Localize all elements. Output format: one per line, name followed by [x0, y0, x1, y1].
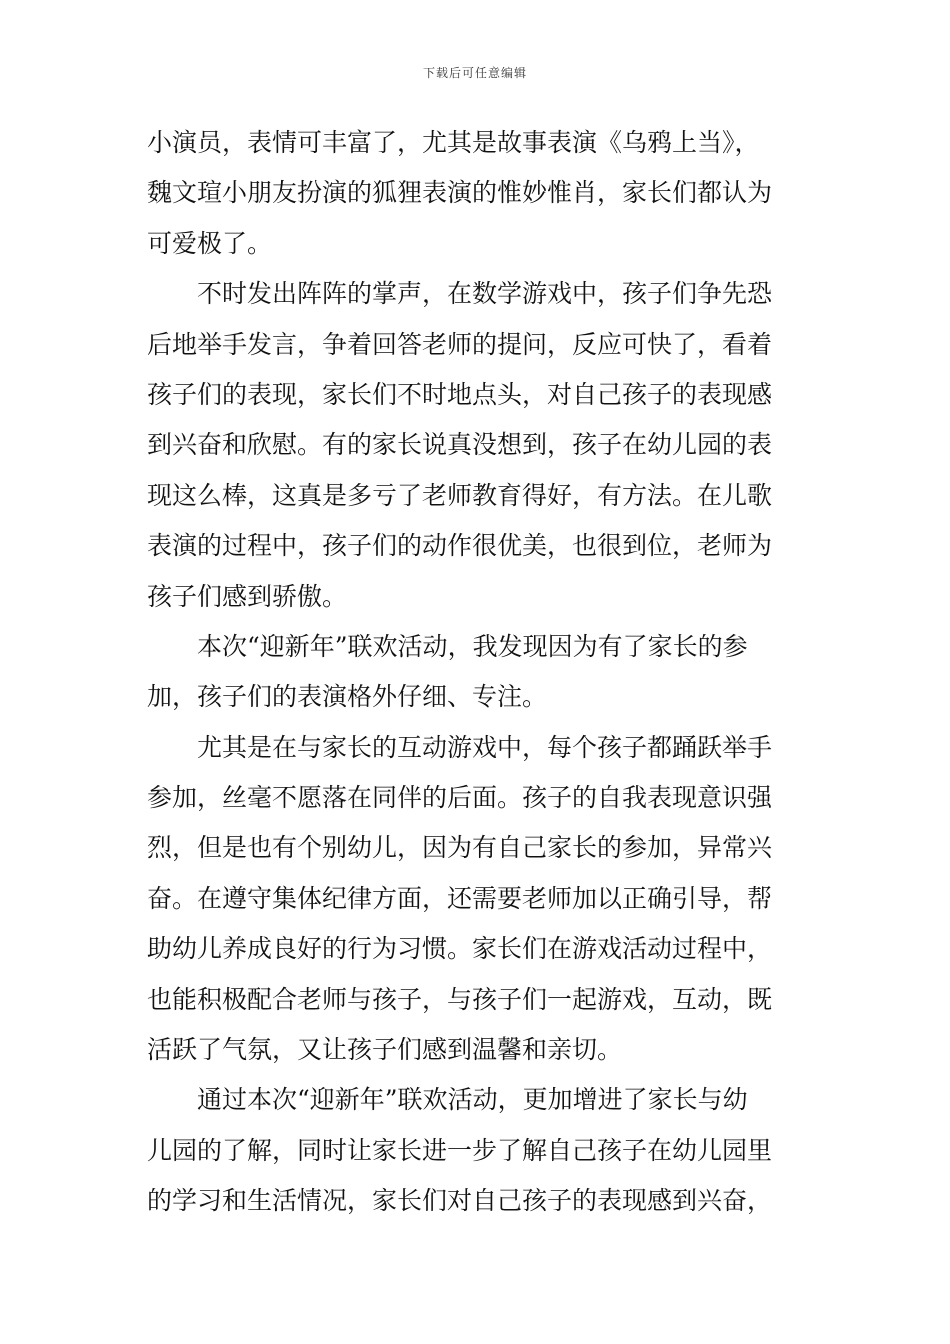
text-line: 到兴奋和欣慰。有的家长说真没想到，孩子在幼儿园的表 — [147, 430, 773, 460]
text-line: 助幼儿养成良好的行为习惯。家长们在游戏活动过程中， — [147, 934, 773, 964]
text-line: 尤其是在与家长的互动游戏中，每个孩子都踊跃举手 — [147, 732, 773, 762]
text-line: 孩子们的表现，家长们不时地点头，对自己孩子的表现感 — [147, 379, 773, 409]
document-body — [147, 118, 807, 1227]
page-header: 下载后可任意编辑 — [422, 66, 527, 80]
text-line: 本次“迎新年”联欢活动，我发现因为有了家长的参 — [147, 631, 748, 661]
text-line: 加，孩子们的表演格外仔细、专注。 — [147, 682, 548, 712]
text-line: 后地举手发言，争着回答老师的提问，反应可快了，看着 — [147, 329, 773, 359]
text-line: 小演员，表情可丰富了，尤其是故事表演《乌鸦上当》， — [147, 128, 760, 157]
text-line: 孩子们感到骄傲。 — [147, 581, 348, 611]
text-line: 现这么棒，这真是多亏了老师教育得好，有方法。在儿歌 — [147, 480, 773, 510]
text-line: 魏文瑄小朋友扮演的狐狸表演的惟妙惟肖，家长们都认为 — [147, 178, 773, 208]
text-line: 可爱极了。 — [147, 228, 273, 258]
text-line: 烈，但是也有个别幼儿，因为有自己家长的参加，异常兴 — [147, 833, 773, 863]
text-line: 儿园的了解，同时让家长进一步了解自己孩子在幼儿园里 — [147, 1135, 773, 1165]
text-line: 的学习和生活情况，家长们对自己孩子的表现感到兴奋， — [147, 1186, 773, 1216]
text-line: 活跃了气氛，又让孩子们感到温馨和亲切。 — [147, 1035, 623, 1065]
text-line: 通过本次“迎新年”联欢活动，更加增进了家长与幼 — [147, 1085, 748, 1115]
text-line: 参加，丝毫不愿落在同伴的后面。孩子的自我表现意识强 — [147, 783, 773, 813]
text-line: 表演的过程中，孩子们的动作很优美，也很到位，老师为 — [147, 531, 773, 561]
text-line: 不时发出阵阵的掌声，在数学游戏中，孩子们争先恐 — [147, 279, 773, 309]
text-line: 奋。在遵守集体纪律方面，还需要老师加以正确引导，帮 — [147, 883, 773, 913]
text-line: 也能积极配合老师与孩子，与孩子们一起游戏，互动，既 — [147, 984, 773, 1014]
